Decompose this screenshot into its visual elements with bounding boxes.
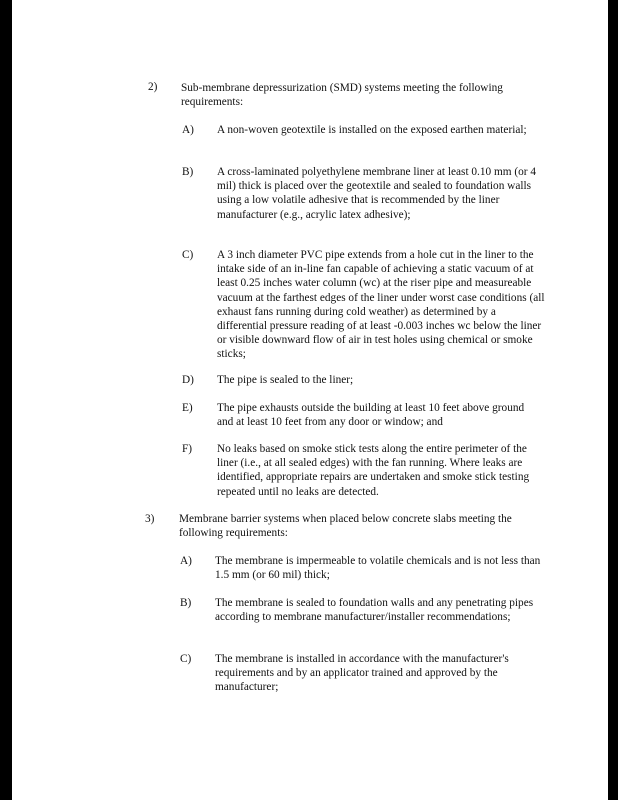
item-letter: B)	[180, 597, 192, 609]
item-letter: D)	[182, 374, 194, 386]
item-letter: C)	[182, 249, 194, 261]
item-text: The membrane is sealed to foundation walls and any penetrating pipes according to membrane manufacturer/installer recommendations;	[215, 597, 534, 624]
item-letter: A)	[182, 124, 194, 136]
item-text: A non-woven geotextile is installed on the exposed earthen material;	[217, 124, 527, 136]
item-letter: C)	[180, 653, 192, 665]
item-text: The pipe is sealed to the liner;	[217, 374, 354, 386]
section-text: Membrane barrier systems when placed below concrete slabs meeting the following requirements:	[179, 513, 512, 540]
item-letter: A)	[180, 555, 192, 567]
item-text: A cross-laminated polyethylene membrane liner at least 0.10 mm (or 4 mil) thick is placed over the geotextile and sealed to foundation walls using a low volatile adhesive that is recommended by the liner manufacturer (e.g., acrylic latex adhesive);	[217, 166, 537, 221]
item-text: The pipe exhausts outside the building at least 10 feet above ground and at least 10 feet from any door or window; and	[217, 402, 525, 429]
section-number: 2)	[148, 81, 158, 93]
document-page	[12, 0, 608, 800]
item-letter: F)	[182, 443, 193, 455]
item-letter: E)	[182, 402, 193, 414]
item-text: No leaks based on smoke stick tests along the entire perimeter of the liner (i.e., at all sealed edges) with the fan running. Where leaks are identified, appropriate repairs are undertaken and smoke stick testing repeated until no leaks are detected.	[217, 443, 530, 498]
item-letter: B)	[182, 166, 194, 178]
item-text: The membrane is impermeable to volatile chemicals and is not less than 1.5 mm (or 60 mil) thick;	[215, 555, 541, 582]
item-text: The membrane is installed in accordance with the manufacturer's requirements and by an applicator trained and approved by the manufacturer;	[215, 653, 509, 694]
item-text: A 3 inch diameter PVC pipe extends from a hole cut in the liner to the intake side of an in-line fan capable of achieving a static vacuum of at least 0.25 inches water column (wc) at the riser pipe and measureable vacuum at the farthest edges of the liner under worst case conditions (all exhaust fans running during cold weather) as determined by a differential pressure reading of at least -0.003 inches wc below the liner or visible downward flow of air in test holes using chemical or smoke sticks;	[217, 249, 545, 361]
section-number: 3)	[145, 513, 155, 525]
section-text: Sub-membrane depressurization (SMD) systems meeting the following requirements:	[181, 82, 503, 109]
